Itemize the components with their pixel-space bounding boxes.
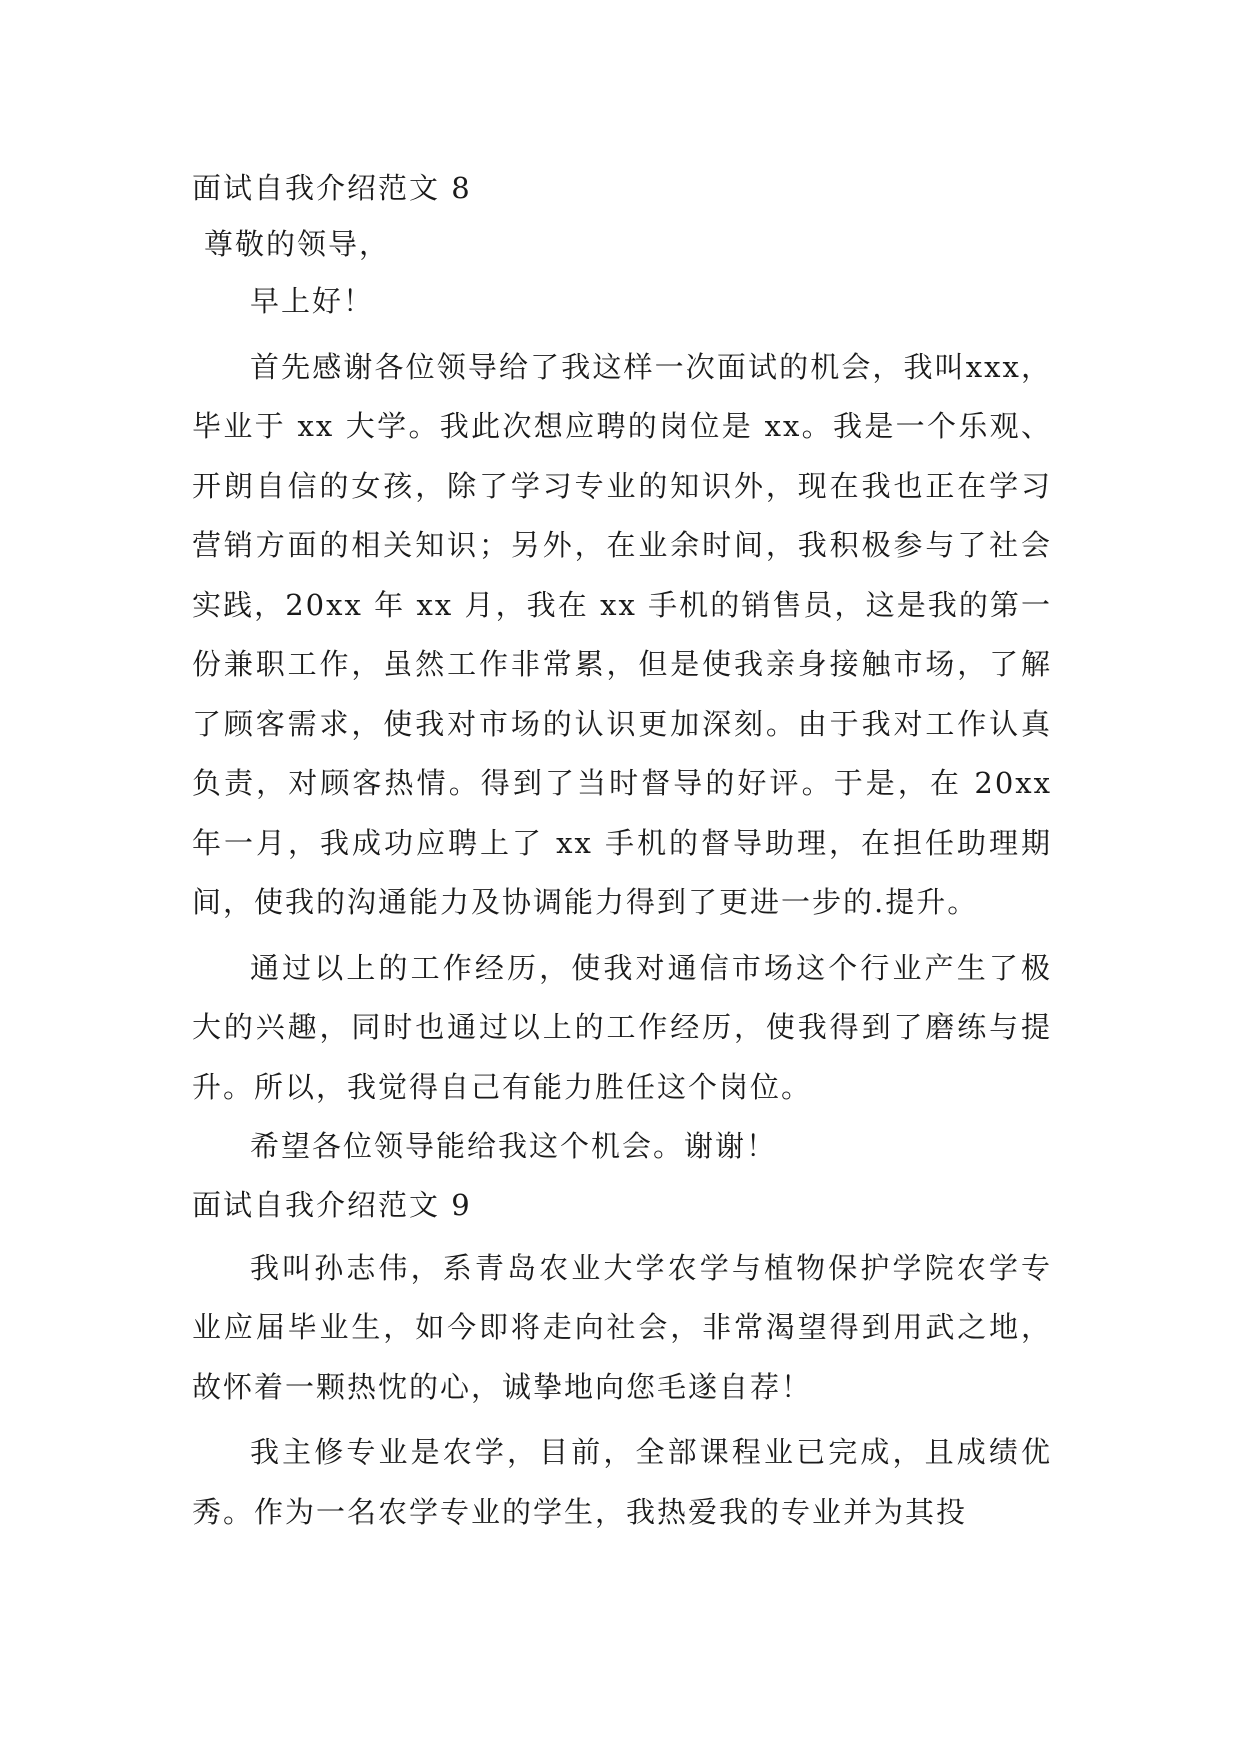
salutation: 尊敬的领导，: [204, 227, 391, 261]
closing-paragraph: 希望各位领导能给我这个机会。谢谢！: [250, 1129, 778, 1163]
body-paragraph: 我主修专业是农学，目前，全部课程业已完成，且成绩优秀。作为一名农学专业的学生，我热爱我的专业并为其投: [192, 1435, 1052, 1529]
body-paragraph: 首先感谢各位领导给了我这样一次面试的机会，我叫xxx，毕业于 xx 大学。我此次想应聘的岗位是 xx。我是一个乐观、开朗自信的女孩，除了学习专业的知识外，现在我也正在学习营销方面的相关知识；另外，在业余时间，我积极参与了社会实践，20xx 年 xx 月，我在 xx 手机的销售员，这是我的第一份兼职工作，虽然工作非常累，但是使我亲身接触市场，了解了顾客需求，使我对市场的认识更加深刻。由于我对工作认真负责，对顾客热情。得到了当时督导的好评。于是，在 20xx 年一月，我成功应聘上了 xx 手机的督导助理，在担任助理期间，使我的沟通能力及协调能力得到了更进一步的.提升。: [192, 349, 1052, 919]
document-body: [192, 160, 1052, 1542]
greeting-paragraph: 早上好！: [250, 284, 375, 318]
section-title-9: 面试自我介绍范文 9: [192, 1187, 472, 1222]
section-title-8: 面试自我介绍范文 8: [192, 171, 472, 205]
body-paragraph: 我叫孙志伟，系青岛农业大学农学与植物保护学院农学专业应届毕业生，如今即将走向社会，非常渴望得到用武之地，故怀着一颗热忱的心，诚挚地向您毛遂自荐！: [192, 1250, 1052, 1404]
body-paragraph: 通过以上的工作经历，使我对通信市场这个行业产生了极大的兴趣，同时也通过以上的工作经历，使我得到了磨练与提升。所以，我觉得自己有能力胜任这个岗位。: [192, 950, 1052, 1104]
